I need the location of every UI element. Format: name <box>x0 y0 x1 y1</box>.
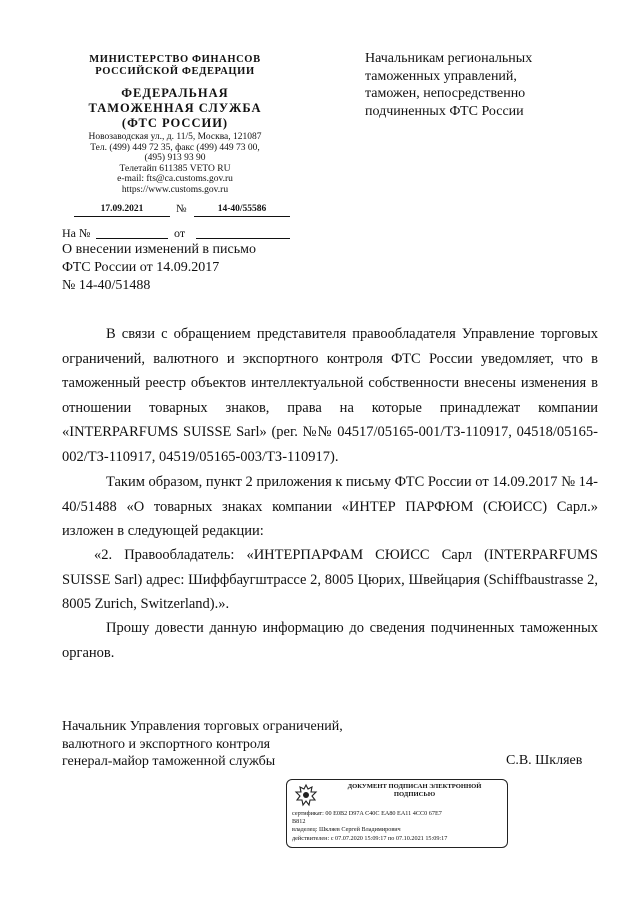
registration-row <box>74 204 294 218</box>
stamp-owner: владелец: Шкляев Сергей Владимирович <box>292 826 401 834</box>
stamp-validity: действителен: с 07.07.2020 15:09:17 по 07.10.2021 15:09:17 <box>292 834 448 842</box>
agency-line-2: ТАМОЖЕННАЯ СЛУЖБА <box>88 101 262 115</box>
signatory-position-line-1: Начальник Управления торговых ограничений, <box>62 719 343 734</box>
emblem-icon <box>293 783 319 807</box>
signatory-name: С.В. Шкляев <box>506 753 583 768</box>
ministry-name <box>40 54 310 78</box>
letter-subject <box>62 241 312 295</box>
signatory-position-line-3: генерал-майор таможенной службы <box>62 754 276 769</box>
agency-line-3: (ФТС РОССИИ) <box>121 116 229 130</box>
signatory-position-line-2: валютного и экспортного контроля <box>62 736 271 752</box>
body-paragraph-4 <box>62 616 598 665</box>
contact-phone-2: (495) 913 93 90 <box>144 153 206 164</box>
agency-name <box>40 86 310 131</box>
ministry-line-1: МИНИСТЕРСТВО ФИНАНСОВ <box>89 54 261 65</box>
body-paragraph-4-text: Прошу довести данную информацию до сведения подчиненных таможенных органов. <box>62 620 598 661</box>
contact-phone: Тел. (499) 449 72 35, факс (499) 449 73 00, <box>90 142 260 153</box>
agency-contacts <box>40 132 310 196</box>
registration-date: 17.09.2021 <box>74 204 170 217</box>
contact-teletype: Телетайп 611385 VETO RU <box>119 163 231 174</box>
body-paragraph-3-text: «2. Правообладатель: «ИНТЕРПАРФАМ СЮИСС Сарл (INTERPARFUMS SUISSE Sarl) адрес: Шиффбаугштрассе 2, 8005 Цюрих, Швейцария (Schiffbaustrasse 2, 8005 Zurich, Switzerland).». <box>62 547 598 612</box>
subject-line-2: ФТС России от 14.09.2017 <box>62 260 220 275</box>
addressee-block <box>365 50 605 120</box>
subject-line-3: № 14-40/51488 <box>62 278 151 293</box>
reference-date-blank <box>196 226 290 239</box>
stamp-title <box>327 783 502 799</box>
contact-website: https://www.customs.gov.ru <box>121 184 229 195</box>
registration-number: 14-40/55586 <box>194 204 290 217</box>
body-paragraph-2 <box>62 470 598 544</box>
body-paragraph-3 <box>62 543 598 617</box>
reference-from-label: от <box>174 226 186 240</box>
ministry-line-2: РОССИЙСКОЙ ФЕДЕРАЦИИ <box>95 66 255 77</box>
signatory-position <box>62 718 402 771</box>
contact-email: e-mail: fts@ca.customs.gov.ru <box>117 174 233 185</box>
addressee-line-2: таможенных управлений, <box>365 68 517 84</box>
addressee-line-1: Начальникам региональных <box>365 51 533 66</box>
electronic-signature-stamp <box>286 779 508 848</box>
reference-label: На № <box>62 226 91 240</box>
agency-line-1: ФЕДЕРАЛЬНАЯ <box>121 86 229 100</box>
stamp-details <box>292 810 504 843</box>
body-paragraph-1 <box>62 322 598 469</box>
stamp-title-line-2: ПОДПИСЬЮ <box>393 791 436 798</box>
reference-number-blank <box>96 226 168 239</box>
stamp-certificate-cont: B812 <box>292 818 306 826</box>
stamp-title-line-1: ДОКУМЕНТ ПОДПИСАН ЭЛЕКТРОННОЙ <box>347 783 482 790</box>
registration-number-label: № <box>176 203 187 215</box>
stamp-certificate: сертификат: 00 E0B2 D97A C40C EA80 EA11 4CC0 67E7 <box>292 810 442 817</box>
contact-address: Новозаводская ул., д. 11/5, Москва, 121087 <box>88 132 262 142</box>
addressee-line-3: таможен, непосредственно <box>365 86 526 101</box>
body-paragraph-2-text: Таким образом, пункт 2 приложения к письму ФТС России от 14.09.2017 № 14-40/51488 «О товарных знаках компании «ИНТЕР ПАРФЮМ (СЮИСС) Сарл.» изложен в следующей редакции: <box>62 474 598 539</box>
addressee-line-4: подчиненных ФТС России <box>365 103 524 119</box>
body-paragraph-1-text: В связи с обращением представителя правообладателя Управление торговых ограничений, валютного и экспортного контроля ФТС России уведомляет, что в таможенный реестр объектов интеллектуальной собственности внесены изменения в отношении товарных знаков, права на которые принадлежат компании «INTERPARFUMS SUISSE Sarl» (рег. №№ 04517/05165-001/ТЗ-110917, 04518/05165-002/ТЗ-110917, 04519/05165-003/ТЗ-110917). <box>62 326 598 465</box>
reference-row <box>62 226 302 240</box>
subject-line-1: О внесении изменений в письмо <box>62 242 256 257</box>
